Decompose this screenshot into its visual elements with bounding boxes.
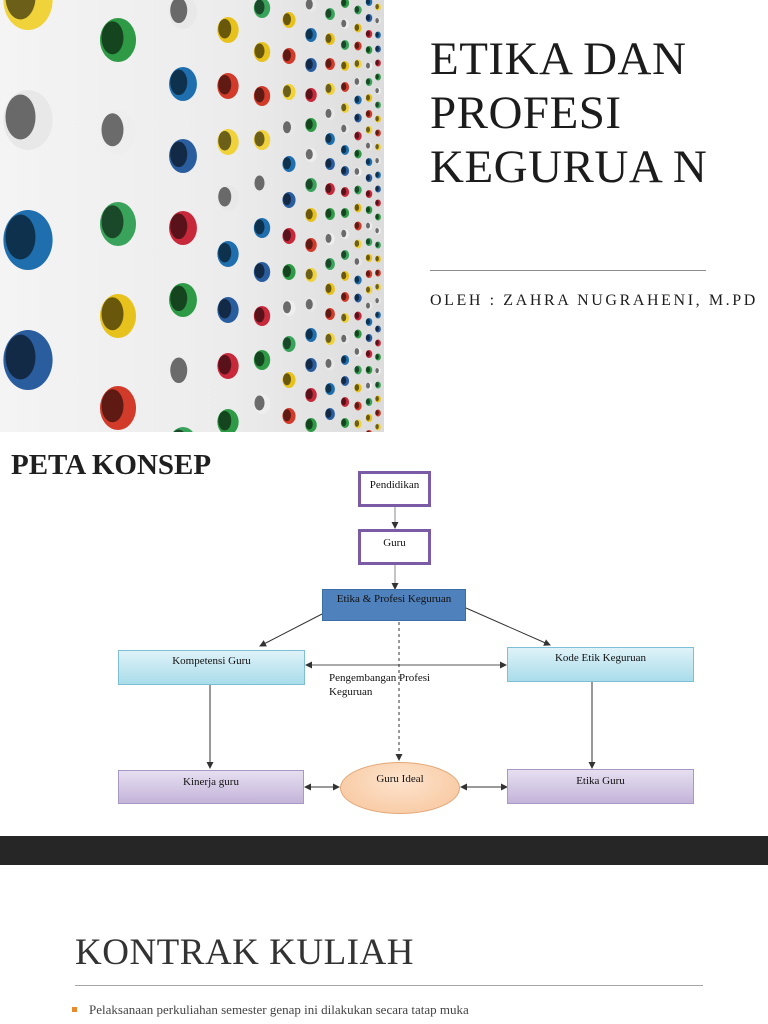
wall-hole-shadow <box>355 114 360 121</box>
wall-hole-shadow <box>366 303 370 309</box>
wall-hole-shadow <box>375 74 379 79</box>
wall-hole-shadow <box>218 299 231 319</box>
wall-hole-shadow <box>326 359 332 368</box>
wall-hole-shadow <box>366 47 370 53</box>
wall-hole-shadow <box>366 175 370 181</box>
wall-hole-shadow <box>355 348 360 355</box>
wall-hole-shadow <box>326 134 332 143</box>
wall-hole-shadow <box>326 409 332 418</box>
wall-hole-shadow <box>341 335 346 343</box>
wall-hole-shadow <box>6 335 36 380</box>
wall-hole-shadow <box>326 109 332 118</box>
wall-hole-shadow <box>341 104 346 112</box>
dotted-wall-photo <box>0 0 384 432</box>
wall-hole-shadow <box>366 399 370 405</box>
wall-hole-shadow <box>306 239 313 250</box>
wall-hole-shadow <box>170 286 187 312</box>
wall-hole-shadow <box>218 355 231 375</box>
wall-hole-shadow <box>375 200 379 205</box>
wall-hole-shadow <box>218 75 231 95</box>
wall-hole-shadow <box>306 269 313 280</box>
wall-hole-shadow <box>375 32 379 37</box>
slide-divider-band <box>0 836 768 865</box>
wall-hole-shadow <box>375 270 379 275</box>
wall-hole-shadow <box>306 299 313 310</box>
wall-hole-shadow <box>306 149 313 160</box>
concept-map-slide <box>0 432 768 836</box>
wall-hole-shadow <box>341 398 346 406</box>
wall-hole-shadow <box>170 142 187 168</box>
wall-hole-shadow <box>355 204 360 211</box>
wall-hole-shadow <box>366 351 370 357</box>
wall-hole-shadow <box>355 42 360 49</box>
wall-hole-shadow <box>355 96 360 103</box>
wall-hole-shadow <box>255 352 265 367</box>
wall-hole-shadow <box>326 184 332 193</box>
node-etika-guru: Etika Guru <box>507 769 694 804</box>
wall-hole-shadow <box>375 46 379 51</box>
wall-hole-shadow <box>355 150 360 157</box>
wall-hole-shadow <box>355 312 360 319</box>
wall-hole-shadow <box>283 157 291 169</box>
wall-hole-shadow <box>306 329 313 340</box>
wall-hole-shadow <box>306 419 313 430</box>
wall-hole-shadow <box>375 410 379 415</box>
wall-hole-shadow <box>170 214 187 240</box>
arrow-etika-kompetensi <box>260 614 322 646</box>
wall-hole-shadow <box>102 21 124 54</box>
wall-hole-shadow <box>355 258 360 265</box>
wall-hole-shadow <box>6 215 36 260</box>
wall-hole-shadow <box>283 13 291 25</box>
wall-hole-shadow <box>341 419 346 427</box>
wall-hole-shadow <box>102 113 124 146</box>
wall-hole-shadow <box>366 239 370 245</box>
wall-hole-shadow <box>306 179 313 190</box>
wall-hole-shadow <box>341 125 346 133</box>
wall-hole-shadow <box>341 83 346 91</box>
wall-hole-shadow <box>375 340 379 345</box>
title-divider <box>430 270 706 271</box>
wall-hole-shadow <box>218 19 231 39</box>
wall-hole-shadow <box>283 85 291 97</box>
node-kinerja-guru: Kinerja guru <box>118 770 304 804</box>
wall-hole-shadow <box>366 207 370 213</box>
wall-hole-shadow <box>375 18 379 23</box>
wall-hole-shadow <box>375 60 379 65</box>
wall-hole-shadow <box>218 187 231 207</box>
wall-hole-shadow <box>375 298 379 303</box>
wall-hole-shadow <box>102 205 124 238</box>
wall-hole-shadow <box>366 127 370 133</box>
wall-hole-shadow <box>355 240 360 247</box>
wall-hole-shadow <box>375 116 379 121</box>
wall-hole-shadow <box>366 95 370 101</box>
node-guru: Guru <box>358 529 431 565</box>
wall-hole-shadow <box>341 272 346 280</box>
wall-hole-shadow <box>283 301 291 313</box>
wall-hole-shadow <box>255 220 265 235</box>
node-etika-profesi: Etika & Profesi Keguruan <box>322 589 466 621</box>
wall-hole-shadow <box>355 78 360 85</box>
concept-map-title: PETA KONSEP <box>11 449 212 481</box>
title-slide <box>0 0 768 432</box>
bullet-square-icon <box>72 1007 77 1012</box>
wall-hole-shadow <box>366 159 370 165</box>
wall-hole-shadow <box>283 49 291 61</box>
wall-hole-shadow <box>341 146 346 154</box>
wall-hole-shadow <box>355 384 360 391</box>
wall-hole-shadow <box>366 143 370 149</box>
wall-hole-shadow <box>366 367 370 373</box>
wall-hole-shadow <box>326 334 332 343</box>
wall-hole-shadow <box>355 132 360 139</box>
wall-hole-shadow <box>375 144 379 149</box>
wall-hole-shadow <box>366 31 370 37</box>
wall-hole-shadow <box>355 330 360 337</box>
wall-hole-shadow <box>218 131 231 151</box>
wall-hole-shadow <box>255 308 265 323</box>
wall-hole-shadow <box>375 326 379 331</box>
label-pengembangan-profesi: Pengembangan Profesi Keguruan <box>329 672 431 698</box>
wall-hole-shadow <box>375 228 379 233</box>
wall-hole-shadow <box>283 337 291 349</box>
wall-hole-shadow <box>170 358 187 384</box>
wall-hole-shadow <box>326 159 332 168</box>
wall-hole-shadow <box>355 366 360 373</box>
wall-hole-shadow <box>375 354 379 359</box>
wall-hole-shadow <box>341 41 346 49</box>
list-item <box>72 1002 469 1018</box>
wall-hole-shadow <box>170 70 187 96</box>
wall-hole-shadow <box>102 389 124 422</box>
wall-hole-shadow <box>306 119 313 130</box>
wall-hole-shadow <box>355 420 360 427</box>
wall-hole-shadow <box>326 384 332 393</box>
wall-hole-shadow <box>341 314 346 322</box>
wall-hole-shadow <box>255 0 265 15</box>
wall-hole-shadow <box>375 4 379 9</box>
wall-hole-shadow <box>366 271 370 277</box>
wall-hole-shadow <box>341 62 346 70</box>
author-line: OLEH : ZAHRA NUGRAHENI, M.PD <box>430 292 758 309</box>
wall-hole-shadow <box>283 193 291 205</box>
wall-hole-shadow <box>326 9 332 18</box>
wall-hole-shadow <box>283 373 291 385</box>
wall-hole-shadow <box>375 284 379 289</box>
wall-hole-shadow <box>375 382 379 387</box>
wall-hole-shadow <box>341 251 346 259</box>
arrow-etika-kodeetik <box>466 608 550 645</box>
wall-hole-shadow <box>218 411 231 431</box>
node-kompetensi-guru: Kompetensi Guru <box>118 650 305 685</box>
course-contract-title: KONTRAK KULIAH <box>75 932 414 973</box>
wall-hole-shadow <box>283 229 291 241</box>
wall-hole-shadow <box>355 294 360 301</box>
wall-hole-shadow <box>355 222 360 229</box>
wall-hole-shadow <box>366 15 370 21</box>
wall-hole-shadow <box>366 63 370 69</box>
wall-hole-shadow <box>355 402 360 409</box>
wall-hole-shadow <box>375 368 379 373</box>
wall-hole-shadow <box>375 396 379 401</box>
wall-hole-shadow <box>366 191 370 197</box>
wall-hole-shadow <box>375 214 379 219</box>
wall-hole-shadow <box>255 132 265 147</box>
colored-holes-pattern <box>0 0 384 432</box>
node-kode-etik: Kode Etik Keguruan <box>507 647 694 682</box>
wall-hole-shadow <box>255 264 265 279</box>
wall-hole-shadow <box>255 176 265 191</box>
wall-hole-shadow <box>341 188 346 196</box>
wall-hole-shadow <box>366 79 370 85</box>
wall-hole-shadow <box>306 29 313 40</box>
wall-hole-shadow <box>306 209 313 220</box>
wall-hole-shadow <box>366 383 370 389</box>
wall-hole-shadow <box>326 259 332 268</box>
wall-hole-shadow <box>341 20 346 28</box>
wall-hole-shadow <box>341 377 346 385</box>
wall-hole-shadow <box>218 243 231 263</box>
wall-hole-shadow <box>255 88 265 103</box>
wall-hole-shadow <box>306 89 313 100</box>
wall-hole-shadow <box>375 172 379 177</box>
wall-hole-shadow <box>375 130 379 135</box>
wall-hole-shadow <box>341 293 346 301</box>
node-guru-ideal: Guru Ideal <box>340 762 460 814</box>
wall-hole-shadow <box>375 242 379 247</box>
wall-hole-shadow <box>326 84 332 93</box>
wall-hole-shadow <box>341 356 346 364</box>
wall-hole-shadow <box>283 121 291 133</box>
wall-hole-shadow <box>355 186 360 193</box>
wall-hole-shadow <box>366 415 370 421</box>
wall-hole-shadow <box>306 59 313 70</box>
wall-hole-shadow <box>366 111 370 117</box>
wall-hole-shadow <box>375 158 379 163</box>
wall-hole-shadow <box>355 168 360 175</box>
wall-hole-shadow <box>355 60 360 67</box>
course-contract-slide <box>0 865 768 1024</box>
wall-hole-shadow <box>355 276 360 283</box>
bullet-text: Pelaksanaan perkuliahan semester genap ini dilakukan secara tatap muka <box>89 1002 469 1017</box>
wall-hole-shadow <box>375 88 379 93</box>
wall-hole-shadow <box>283 409 291 421</box>
wall-hole-shadow <box>326 309 332 318</box>
wall-hole-shadow <box>375 256 379 261</box>
wall-hole-shadow <box>306 389 313 400</box>
course-contract-bullets <box>72 1002 469 1018</box>
wall-hole-shadow <box>366 319 370 325</box>
wall-hole-shadow <box>375 186 379 191</box>
wall-hole-shadow <box>326 59 332 68</box>
wall-hole-shadow <box>375 102 379 107</box>
wall-hole-shadow <box>341 230 346 238</box>
wall-hole-shadow <box>341 167 346 175</box>
wall-hole-shadow <box>255 396 265 411</box>
wall-hole-shadow <box>306 359 313 370</box>
wall-hole-shadow <box>326 284 332 293</box>
node-pendidikan: Pendidikan <box>358 471 431 507</box>
wall-hole-shadow <box>366 335 370 341</box>
wall-hole-shadow <box>6 95 36 140</box>
course-contract-divider <box>75 985 703 986</box>
wall-hole-shadow <box>341 209 346 217</box>
wall-hole-shadow <box>366 223 370 229</box>
wall-hole-shadow <box>326 209 332 218</box>
wall-hole-shadow <box>375 424 379 429</box>
wall-hole-shadow <box>255 44 265 59</box>
wall-hole-shadow <box>326 34 332 43</box>
wall-hole-shadow <box>283 265 291 277</box>
wall-hole-shadow <box>355 6 360 13</box>
wall-hole-shadow <box>326 234 332 243</box>
wall-hole-shadow <box>375 312 379 317</box>
wall-hole-shadow <box>355 24 360 31</box>
wall-hole-shadow <box>366 255 370 261</box>
presentation-title: ETIKA DAN PROFESI KEGURUA N <box>430 33 708 193</box>
wall-hole-shadow <box>102 297 124 330</box>
wall-hole-shadow <box>366 287 370 293</box>
